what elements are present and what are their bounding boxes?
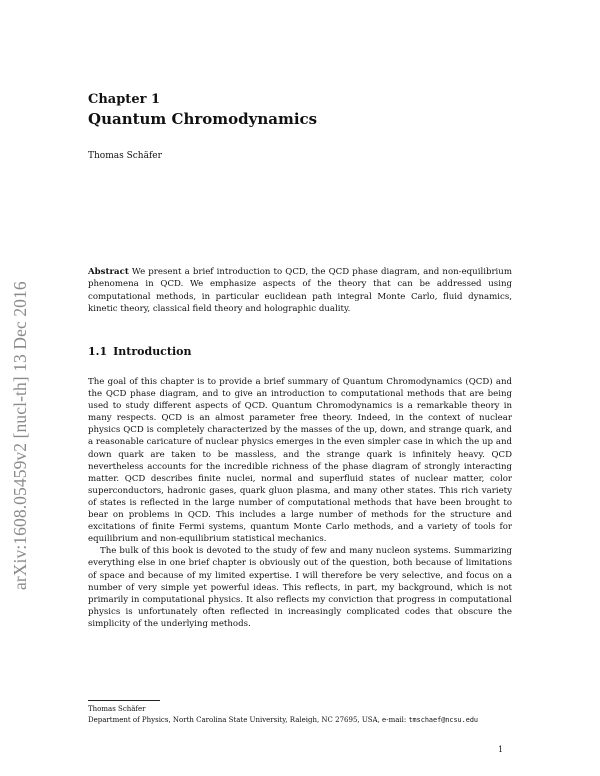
email-address: tmschaef@ncsu.edu xyxy=(408,716,479,724)
section-number: 1.1 xyxy=(88,345,108,358)
abstract-lead: Abstract xyxy=(88,267,129,277)
footnote-rule xyxy=(88,700,160,701)
abstract-text: We present a brief introduction to QCD, the QCD phase diagram, and non-equilibrium phenomena in QCD. We emphasize aspects of the theory that can be addressed using computational methods, in particular euclidean path integral Monte Carlo, fluid dynamics, kinetic theory, classical field theory and holographic duality. xyxy=(88,267,512,315)
section-heading xyxy=(88,345,191,358)
paragraph: The goal of this chapter is to provide a brief summary of Quantum Chromodynamics (QCD) and the QCD phase diagram, and to give an introduction to computational methods that are being used to study different aspects of QCD. Quantum Chromodynamics is a remarkable theory in many respects. QCD is an almost parameter free theory. Indeed, in the context of nuclear physics QCD is completely characterized by the masses of the up, down, and strange quark, and a reasonable caricature of nuclear physics emerges in the even simpler case in which the up and down quark are taken to be massless, and the strange quark is infinitely heavy. QCD nevertheless accounts for the incredible richness of the phase diagram of strongly interacting matter. QCD describes finite nuclei, normal and superfluid states of nuclear matter, color superconductors, hadronic gases, quark gluon plasma, and many other states. This rich variety of states is reflected in the large number of computational methods that have been brought to bear on problems in QCD. This includes a large number of methods for the structure and excitations of finite Fermi systems, quantum Monte Carlo methods, and a variety of tools for equilibrium and non-equilibrium statistical mechanics. xyxy=(88,377,512,545)
abstract xyxy=(88,266,512,316)
arxiv-identifier: arXiv:1608.05459v2 [nucl-th] 13 Dec 2016 xyxy=(10,281,30,590)
footnote xyxy=(88,704,528,726)
paragraph: The bulk of this book is devoted to the study of few and many nucleon systems. Summarizing everything else in one brief chapter is obviously out of the question, both because of limitations of space and because of my limited expertise. I will therefore be very selective, and focus on a number of very simple yet powerful ideas. This reflects, in part, my background, which is not primarily in computational physics. It also reflects my conviction that progress in computational physics is unfortunately often reflected in increasingly complicated codes that obscure the simplicity of the underlying methods. xyxy=(88,546,512,629)
page-number: 1 xyxy=(498,745,504,754)
footnote-author: Thomas Schäfer xyxy=(88,705,146,713)
footnote-affiliation-line xyxy=(88,715,528,726)
section-title: Introduction xyxy=(113,345,192,358)
body-text xyxy=(88,376,512,630)
footnote-affiliation: Department of Physics, North Carolina State University, Raleigh, NC 27695, USA, e-mail: xyxy=(88,716,409,724)
chapter-title: Quantum Chromodynamics xyxy=(88,110,318,128)
author-name: Thomas Schäfer xyxy=(88,151,162,161)
chapter-label: Chapter 1 xyxy=(88,92,161,107)
